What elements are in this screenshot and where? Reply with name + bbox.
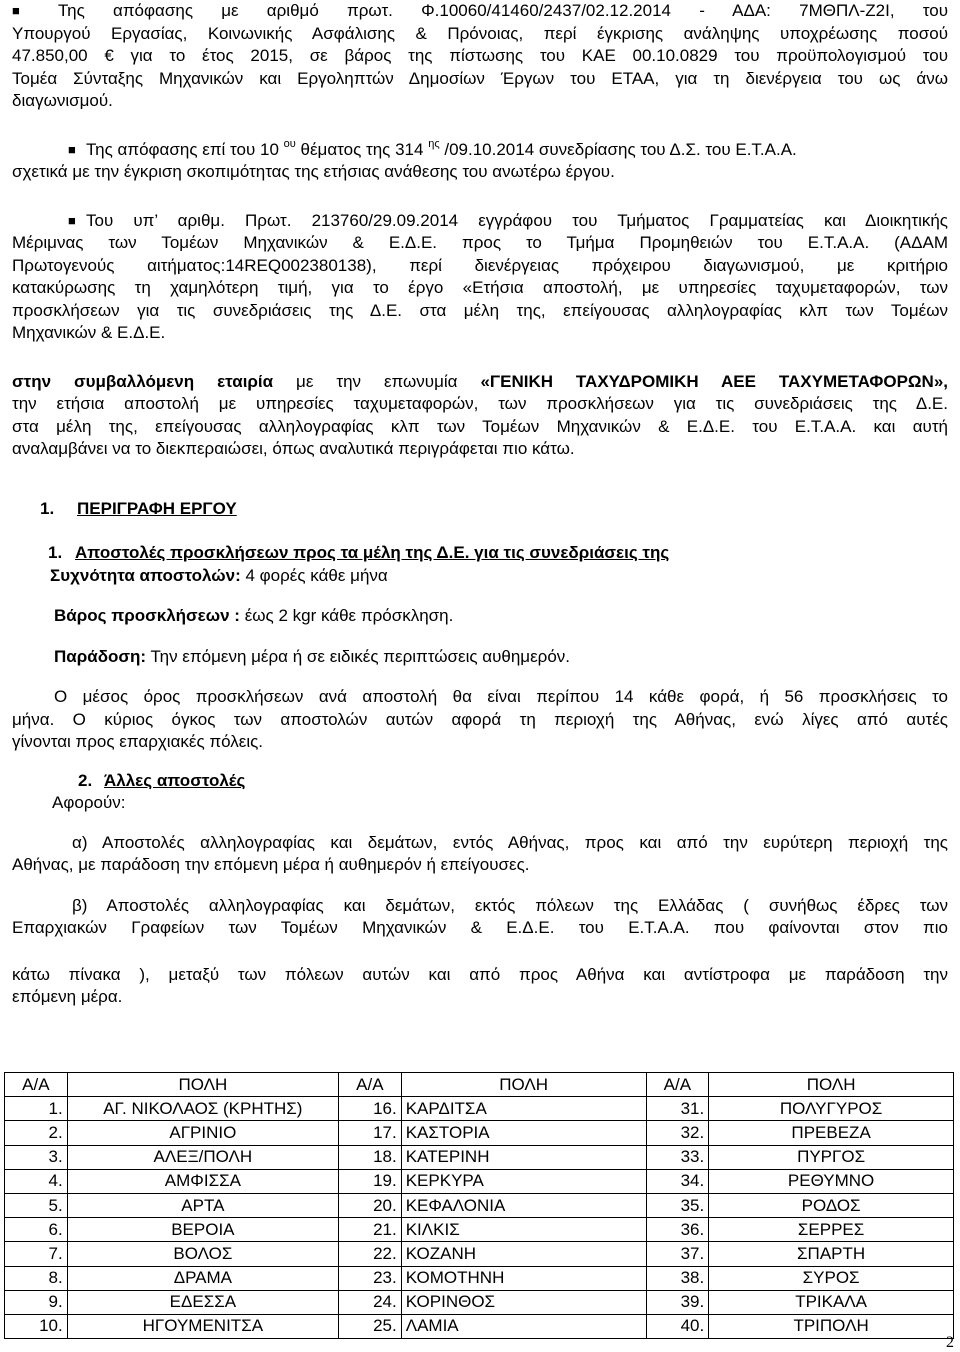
row-number-cell: 31. [646,1097,709,1121]
square-bullet-icon: ■ [12,3,20,18]
average-paragraph: Ο μέσος όρος προσκλήσεων ανά αποστολή θα είναι περίπου 14 κάθε φορά, ή 56 προσκλήσεις το μήνα. Ο κύριος όγκος των αποστολών αυτών αφορά τη περιοχή της Αθήνας, ενώ λίγες από αυτές γίνονται προς επαρχιακές πόλεις. [12,687,948,751]
city-cell: ΒΟΛΟΣ [67,1242,338,1266]
row-number-cell: 19. [339,1169,402,1193]
table-header-row [5,1073,954,1097]
row-number-cell: 33. [646,1145,709,1169]
city-cell: ΚΟΖΑΝΗ [401,1242,646,1266]
row-number-cell: 3. [5,1145,68,1169]
item-a-paragraph: α) Αποστολές αλληλογραφίας και δεμάτων, εντός Αθήνας, προς και από την ευρύτερη περιοχή της Αθήνας, με παράδοση την επόμενη μέρα ή αυθημερόν ή επείγουσες. [12,832,948,874]
city-cell: ΚΙΛΚΙΣ [401,1218,646,1242]
cities-table [4,1072,954,1339]
subsection-heading-other: 2. Άλλες αποστολές [78,770,246,790]
row-number-cell: 4. [5,1169,68,1193]
row-number-cell: 7. [5,1242,68,1266]
table-row [5,1242,954,1266]
column-header: Α/Α [646,1073,709,1097]
row-number-cell: 18. [339,1145,402,1169]
city-cell: ΚΑΣΤΟΡΙΑ [401,1121,646,1145]
row-number-cell: 20. [339,1193,402,1217]
protocol-paragraph: ■ Του υπ’ αριθμ. Πρωτ. 213760/29.09.2014 εγγράφου του Τμήματος Γραμματείας και Διοικητικής Μέριμνας των Τομέων Μηχανικών & Ε.Δ.Ε. προς το Τμήμα Προμηθειών του Ε.Τ.Α.Α. (ΑΔΑΜ Πρωτογενούς αιτήματος:14REQ002380138), περί διενέργειας πρόχειρου διαγωνισμού, με κριτήριο κατακύρωσης τη χαμηλότερη τιμή, για το έργο «Ετήσια αποστολή, με υπηρεσίες ταχυμεταφορών, των προσκλήσεων για τις συνεδριάσεις της Δ.Ε. στα μέλη της, επείγουσας αλληλογραφίας κλπ των Τομέων Μηχανικών & Ε.Δ.Ε. [12,210,948,342]
row-number-cell: 37. [646,1242,709,1266]
city-cell: ΡΟΔΟΣ [709,1193,954,1217]
row-number-cell: 16. [339,1097,402,1121]
square-bullet-icon: ■ [68,141,76,157]
row-number-cell: 39. [646,1290,709,1314]
table-row [5,1097,954,1121]
city-cell: ΤΡΙΠΟΛΗ [709,1314,954,1338]
subsection-heading-invitations: 1. Αποστολές προσκλήσεων προς τα μέλη της Δ.Ε. για τις συνεδριάσεις της [48,543,670,562]
city-cell: ΑΓΡΙΝΙΟ [67,1121,338,1145]
city-cell: ΤΡΙΚΑΛΑ [709,1290,954,1314]
row-number-cell: 22. [339,1242,402,1266]
row-number-cell: 35. [646,1193,709,1217]
city-cell: ΗΓΟΥΜΕΝΙΤΣΑ [67,1314,338,1338]
row-number-cell: 17. [339,1121,402,1145]
row-number-cell: 8. [5,1266,68,1290]
square-bullet-icon: ■ [68,212,76,228]
table-row [5,1193,954,1217]
award-paragraph: στην συμβαλλόμενη εταιρία με την επωνυμία «ΓΕΝΙΚΗ ΤΑΧΥΔΡΟΜΙΚΗ ΑΕΕ ΤΑΧΥΜΕΤΑΦΟΡΩΝ», την ετήσια αποστολή με υπηρεσίες ταχυμεταφορών, των προσκλήσεων για τις συνεδριάσεις της Δ.Ε. στα μέλη της, επείγουσας αλληλογραφίας κλπ των Τομέων Μηχανικών & Ε.Δ.Ε. του Ε.Τ.Α.Α. και αυτή αναλαμβάνει να το διεκπεραιώσει, όπως αναλυτικά περιγράφεται πιο κάτω. [12,371,948,458]
row-number-cell: 2. [5,1121,68,1145]
city-cell: ΣΥΡΟΣ [709,1266,954,1290]
table-row [5,1266,954,1290]
row-number-cell: 36. [646,1218,709,1242]
table-row [5,1218,954,1242]
city-cell: ΚΕΡΚΥΡΑ [401,1169,646,1193]
table-row [5,1145,954,1169]
city-cell: ΚΟΜΟΤΗΝΗ [401,1266,646,1290]
section-heading-description: 1. ΠΕΡΙΓΡΑΦΗ ΕΡΓΟΥ [40,498,237,518]
row-number-cell: 1. [5,1097,68,1121]
row-number-cell: 38. [646,1266,709,1290]
item-b-paragraph: β) Αποστολές αλληλογραφίας και δεμάτων, εκτός πόλεων της Ελλάδας ( συνήθως έδρες των Επαρχιακών Γραφείων των Τομέων Μηχανικών & Ε.Δ.Ε. του Ε.Τ.Α.Α. που φαίνονται στον πιο κάτω πίνακα ), μεταξύ των πόλεων αυτών και από προς Αθήνα και αντίστροφα με παράδοση την επόμενη μέρα. [12,895,948,1006]
column-header: ΠΟΛΗ [67,1073,338,1097]
city-cell: ΑΛΕΞ/ΠΟΛΗ [67,1145,338,1169]
city-cell: ΚΟΡΙΝΘΟΣ [401,1290,646,1314]
column-header: Α/Α [339,1073,402,1097]
row-number-cell: 9. [5,1290,68,1314]
document-page [12,0,948,1009]
row-number-cell: 40. [646,1314,709,1338]
city-cell: ΑΜΦΙΣΣΑ [67,1169,338,1193]
city-cell: ΒΕΡΟΙΑ [67,1218,338,1242]
concerns-label: Αφορούν: [52,793,126,812]
column-header: ΠΟΛΗ [401,1073,646,1097]
city-cell: ΠΡΕΒΕΖΑ [709,1121,954,1145]
column-header: Α/Α [5,1073,68,1097]
city-cell: ΑΓ. ΝΙΚΟΛΑΟΣ (ΚΡΗΤΗΣ) [67,1097,338,1121]
table-row [5,1290,954,1314]
table-row [5,1121,954,1145]
row-number-cell: 23. [339,1266,402,1290]
table-body [5,1097,954,1339]
row-number-cell: 21. [339,1218,402,1242]
row-number-cell: 25. [339,1314,402,1338]
page-number: 2 [946,1334,954,1351]
city-cell: ΣΠΑΡΤΗ [709,1242,954,1266]
table-row [5,1314,954,1338]
weight-line: Βάρος προσκλήσεων : έως 2 kgr κάθε πρόσκληση. [54,606,454,625]
decision-paragraph-ministry: ■ Της απόφασης με αριθμό πρωτ. Φ.10060/41460/2437/02.12.2014 - ΑΔΑ: 7ΜΘΠΛ-Ζ2Ι, του Υπουργού Εργασίας, Κοινωνικής Ασφάλισης & Πρόνοιας, περί έγκρισης ανάληψης υποχρέωσης ποσού 47.850,00 € για το έτος 2015, σε βάρος της πίστωσης του ΚΑΕ 00.10.0829 του προϋπολογισμού του Τομέα Σύνταξης Μηχανικών και Εργοληπτών Δημοσίων Έργων του ΕΤΑΑ, για τη διενέργεια του ως άνω διαγωνισμού. [12,1,948,110]
row-number-cell: 6. [5,1218,68,1242]
city-cell: ΔΡΑΜΑ [67,1266,338,1290]
city-cell: ΣΕΡΡΕΣ [709,1218,954,1242]
row-number-cell: 34. [646,1169,709,1193]
decision-paragraph-board: ■ Της απόφασης επί του 10 $^{o\upsilon}$ θέματος της 314 $^{\eta\varsigma}$ /09.10.2014 συνεδρίασης του Δ.Σ. του Ε.Τ.Α.Α. σχετικά με την έγκριση σκοπιμότητας της ετήσιας ανάθεσης του ανωτέρω έργου. [12,137,797,181]
row-number-cell: 32. [646,1121,709,1145]
column-header: ΠΟΛΗ [709,1073,954,1097]
frequency-line: Συχνότητα αποστολών: 4 φορές κάθε μήνα [50,565,388,585]
row-number-cell: 10. [5,1314,68,1338]
city-cell: ΑΡΤΑ [67,1193,338,1217]
row-number-cell: 5. [5,1193,68,1217]
city-cell: ΚΑΤΕΡΙΝΗ [401,1145,646,1169]
table-row [5,1169,954,1193]
city-cell: ΚΑΡΔΙΤΣΑ [401,1097,646,1121]
city-cell: ΕΔΕΣΣΑ [67,1290,338,1314]
city-cell: ΠΟΛΥΓΥΡΟΣ [709,1097,954,1121]
row-number-cell: 24. [339,1290,402,1314]
delivery-line: Παράδοση: Την επόμενη μέρα ή σε ειδικές περιπτώσεις αυθημερόν. [54,646,571,666]
city-cell: ΚΕΦΑΛΟΝΙΑ [401,1193,646,1217]
city-cell: ΛΑΜΙΑ [401,1314,646,1338]
city-cell: ΠΥΡΓΟΣ [709,1145,954,1169]
city-cell: ΡΕΘΥΜΝΟ [709,1169,954,1193]
